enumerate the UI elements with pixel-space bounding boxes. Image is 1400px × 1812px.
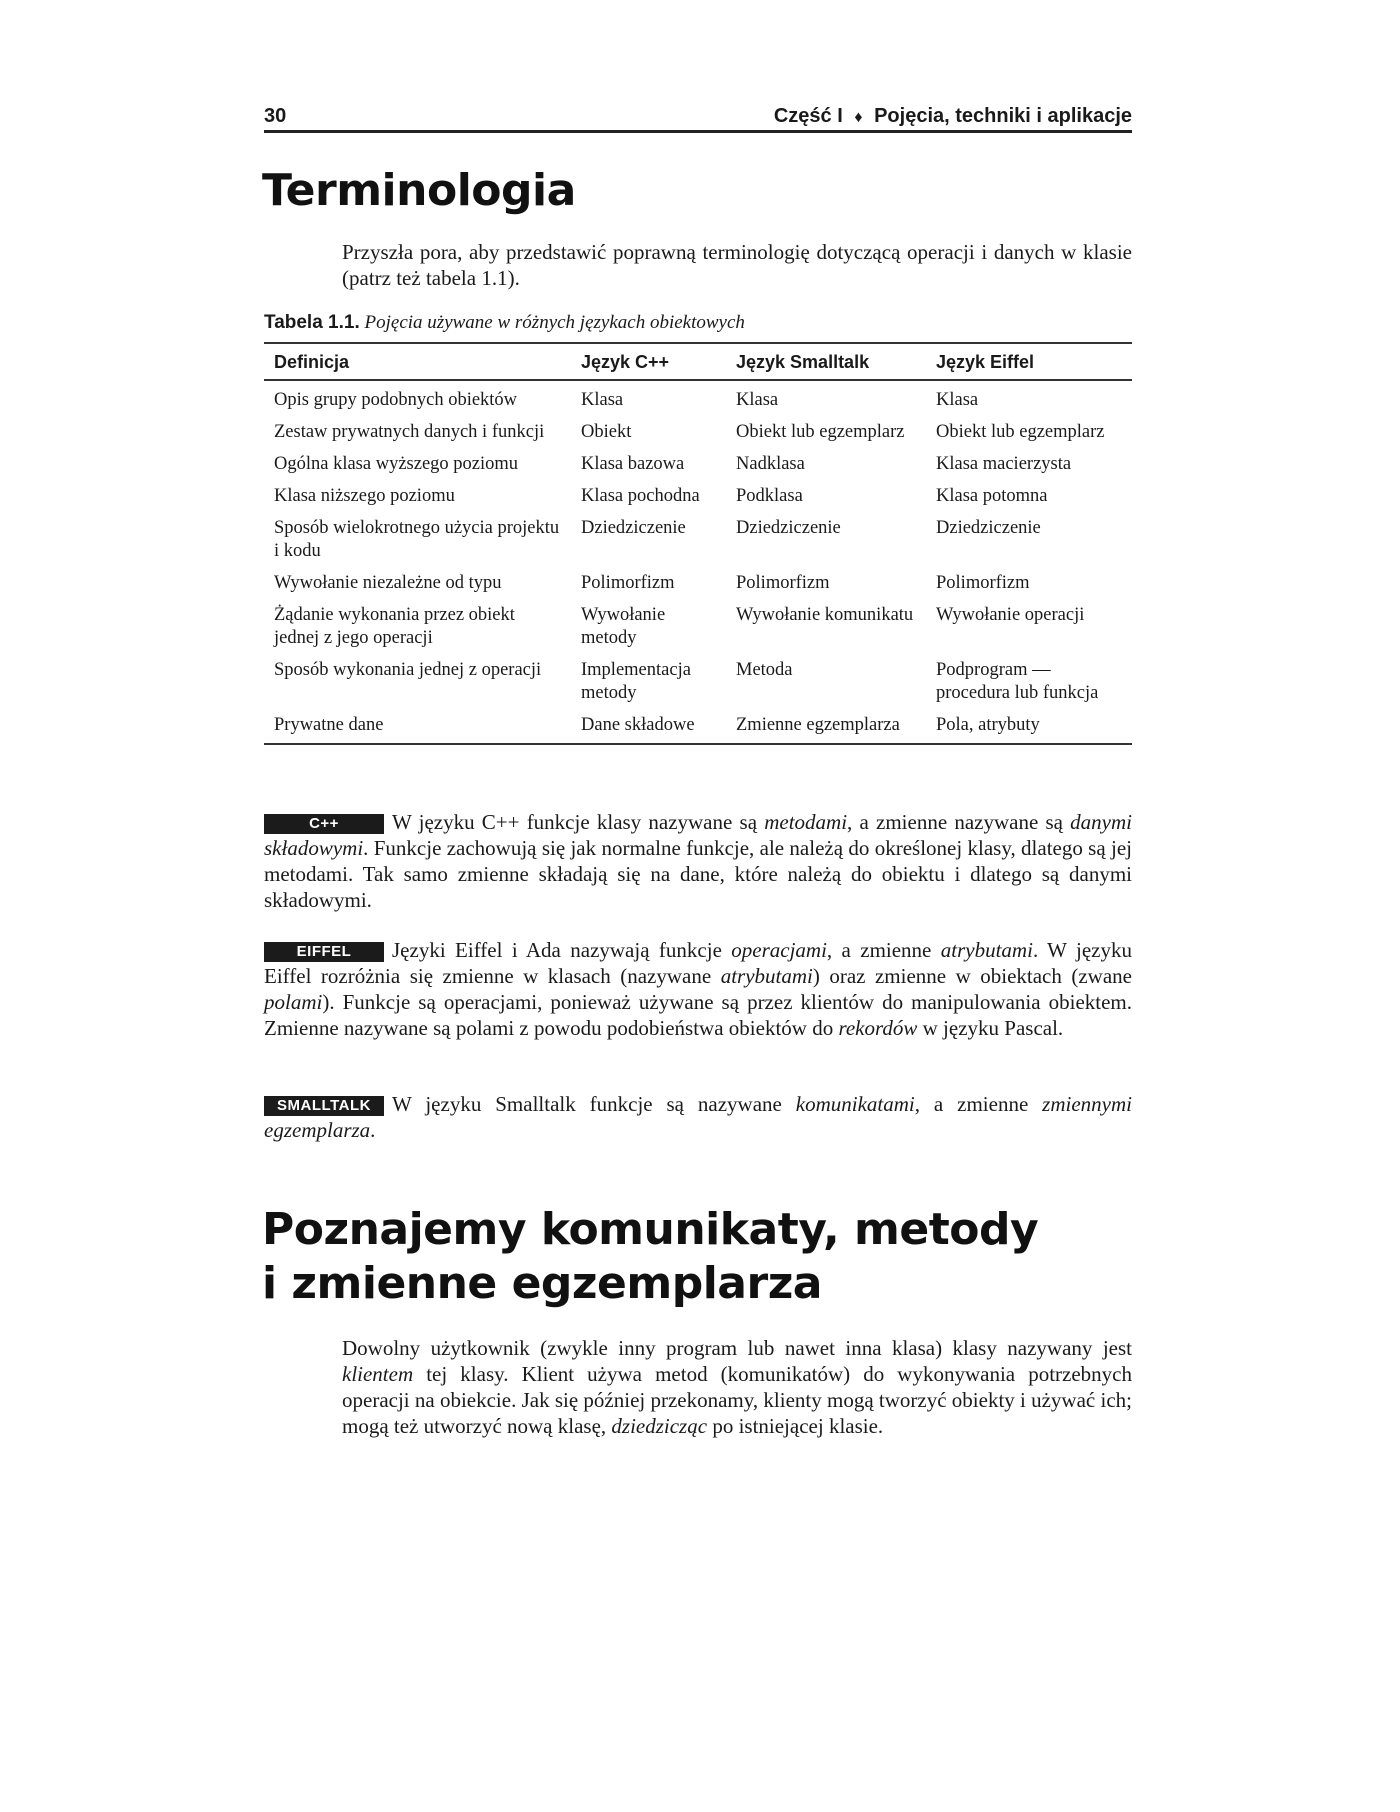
closing-paragraph (342, 1335, 1132, 1439)
table-cell: Dziedziczenie (581, 518, 686, 538)
para-emphasis: dziedzicząc (611, 1414, 708, 1438)
table-cell: Ogólna klasa wyższego poziomu (274, 454, 519, 474)
note-text: Języki Eiffel i Ada nazywają funkcje (392, 938, 732, 962)
column-header: Definicja (264, 343, 571, 380)
note-emphasis: polami (264, 990, 323, 1014)
table-cell: Nadklasa (736, 454, 805, 474)
table-cell: Podprogram — procedura lub funkcja (936, 660, 1099, 703)
part-title: Pojęcia, techniki i aplikacje (874, 105, 1132, 127)
table-cell: Polimorfizm (581, 573, 675, 593)
note-emphasis: danymi składowymi (264, 810, 1132, 860)
note-text: W języku C++ funkcje klasy nazywane są (392, 810, 765, 834)
table-cell: Dane składowe (581, 715, 695, 735)
table-cell: Sposób wykonania jednej z operacji (274, 660, 542, 680)
section-breadcrumb (774, 105, 1132, 128)
table-row (264, 449, 1132, 481)
section-heading-komunikaty (262, 1203, 1162, 1311)
column-header: Język Smalltalk (726, 343, 926, 380)
column-header: Język Eiffel (926, 343, 1132, 380)
para-text: tej klasy. Klient używa metod (komunikatów) do wykonywania potrzebnych operacji na obiekcie. Jak się później przekonamy, klienty mogą tworzyć obiekty i używać ich; mogą też utworzyć nową klasę, (342, 1362, 1132, 1438)
table-cell: Klasa niższego poziomu (274, 486, 455, 506)
note-emphasis: rekordów (838, 1016, 918, 1040)
note-text: W języku Smalltalk funkcje są nazywane (392, 1092, 796, 1116)
table-cell: Klasa pochodna (581, 486, 700, 506)
eiffel-badge: EIFFEL (264, 942, 384, 962)
table-row (264, 481, 1132, 513)
table-row (264, 380, 1132, 417)
table-cell: Obiekt lub egzemplarz (736, 422, 905, 442)
note-text: . W języku Eiffel rozróżnia się zmienne w klasach (nazywane (264, 938, 1132, 988)
note-text: w języku Pascal. (917, 1016, 1064, 1040)
note-emphasis: zmiennymi egzemplarza (264, 1092, 1132, 1142)
heading-line: i zmienne egzemplarza (262, 1258, 822, 1309)
table-cell: Sposób wielokrotnego użycia projektu i kodu (274, 518, 560, 561)
column-header: Język C++ (571, 343, 726, 380)
note-emphasis: komunikatami (795, 1092, 915, 1116)
table-cell: Obiekt (581, 422, 632, 442)
note-emphasis: atrybutami (940, 938, 1033, 962)
table-cell: Klasa potomna (936, 486, 1048, 506)
table-row (264, 600, 1132, 655)
table-cell: Wywołanie niezależne od typu (274, 573, 502, 593)
note-text: . Funkcje zachowują się jak normalne funkcje, ale należą do określonej klasy, dlatego są jej metodami. Tak samo zmienne składają się na dane, które należą do obiektu i dlatego są danymi składowymi. (264, 836, 1132, 912)
running-header (264, 100, 1132, 133)
table-cell: Polimorfizm (736, 573, 830, 593)
note-text: . (370, 1118, 376, 1142)
table-cell: Podklasa (736, 486, 803, 506)
table-row (264, 513, 1132, 568)
table-cell: Żądanie wykonania przez obiekt jednej z jego operacji (274, 605, 515, 648)
table-cell: Zestaw prywatnych danych i funkcji (274, 422, 545, 442)
intro-paragraph: Przyszła pora, aby przedstawić poprawną terminologię dotyczącą operacji i danych w klasie (patrz też tabela 1.1). (342, 240, 1132, 290)
table-cell: Polimorfizm (936, 573, 1030, 593)
note-smalltalk (264, 1091, 1132, 1143)
table-cell: Dziedziczenie (936, 518, 1041, 538)
table-cell: Wywołanie komunikatu (736, 605, 914, 625)
table-cell: Klasa macierzysta (936, 454, 1072, 474)
para-text: po istniejącej klasie. (707, 1414, 884, 1438)
diamond-icon: ♦ (854, 109, 863, 126)
part-label: Część I (773, 105, 843, 127)
table-row (264, 568, 1132, 600)
table-cell: Dziedziczenie (736, 518, 841, 538)
table-cell: Klasa (736, 390, 779, 410)
table-caption (264, 312, 745, 334)
table-cell: Wywołanie metody (581, 605, 666, 648)
cpp-badge: C++ (264, 814, 384, 834)
table-cell: Pola, atrybuty (936, 715, 1040, 735)
section-heading-terminologia: Terminologia (262, 165, 576, 216)
table-cell: Wywołanie operacji (936, 605, 1085, 625)
note-emphasis: operacjami (731, 938, 827, 962)
table-cell: Implementacja metody (581, 660, 691, 703)
note-text: ). Funkcje są operacjami, ponieważ używane są przez klientów do manipulowania obiektem. Zmienne nazywane są polami z powodu podobieństwa obiektów do (264, 990, 1132, 1040)
table-row (264, 710, 1132, 744)
table-cell: Zmienne egzemplarza (736, 715, 900, 735)
table-cell: Obiekt lub egzemplarz (936, 422, 1105, 442)
para-emphasis: klientem (342, 1362, 414, 1386)
note-text: , a zmienne (826, 938, 941, 962)
para-text: Dowolny użytkownik (zwykle inny program lub nawet inna klasa) klasy nazywany jest (342, 1336, 1132, 1360)
note-text: , a zmienne (914, 1092, 1043, 1116)
note-emphasis: atrybutami (720, 964, 813, 988)
table-cell: Klasa bazowa (581, 454, 685, 474)
note-text: ) oraz zmienne w obiektach (zwane (812, 964, 1132, 988)
terminology-table (264, 342, 1132, 745)
table-cell: Klasa (936, 390, 979, 410)
smalltalk-badge: SMALLTALK (264, 1096, 384, 1116)
table-cell: Metoda (736, 660, 793, 680)
table-cell: Opis grupy podobnych obiektów (274, 390, 518, 410)
note-emphasis: metodami (764, 810, 848, 834)
table-caption-text: Pojęcia używane w różnych językach obiektowych (364, 312, 745, 333)
note-text: , a zmienne nazywane są (847, 810, 1071, 834)
note-cpp (264, 809, 1132, 913)
table-cell: Klasa (581, 390, 624, 410)
note-eiffel (264, 937, 1132, 1041)
table-cell: Prywatne dane (274, 715, 384, 735)
table-row (264, 417, 1132, 449)
heading-line: Poznajemy komunikaty, metody (262, 1204, 1039, 1255)
table-header-row (264, 343, 1132, 380)
page-number: 30 (264, 105, 287, 127)
table-row (264, 655, 1132, 710)
table-caption-label: Tabela 1.1. (264, 312, 360, 333)
